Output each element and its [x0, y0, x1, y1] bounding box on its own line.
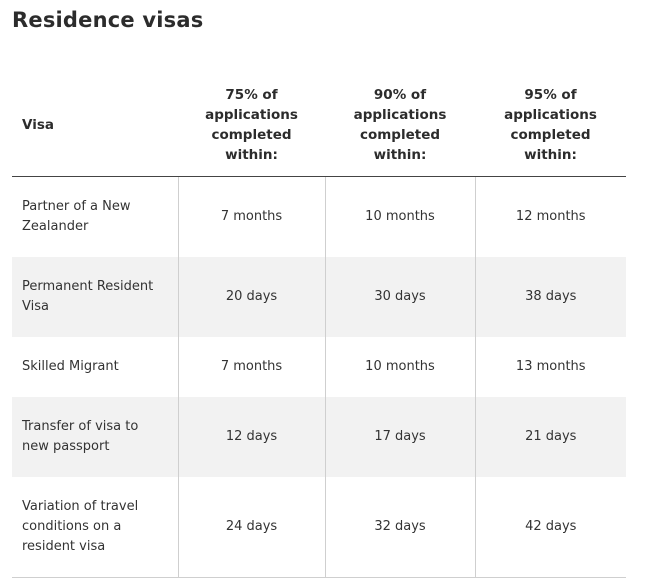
- visa-type-cell: Skilled Migrant: [22, 359, 119, 374]
- p90-time-cell: 17 days: [325, 397, 475, 477]
- table-row: [12, 397, 626, 477]
- visa-type-cell: Partner of a New Zealander: [22, 199, 131, 234]
- p90-time-cell: 32 days: [325, 477, 475, 578]
- table-header: [12, 74, 626, 177]
- header-row: [12, 74, 626, 177]
- visa-type-cell: Transfer of visa to new passport: [12, 397, 178, 477]
- p95-time-cell: 13 months: [475, 337, 626, 397]
- p75-time-cell: 7 months: [178, 337, 325, 397]
- p75-time-cell: 7 months: [178, 177, 325, 258]
- visa-type-cell: Permanent Resident Visa: [12, 257, 178, 337]
- visa-processing-table: [12, 74, 626, 578]
- table-row: [12, 477, 626, 578]
- page-title: Residence visas: [12, 8, 204, 32]
- column-header-90-percent: 90% of applications completed within:: [325, 74, 475, 177]
- p95-time-cell: 42 days: [475, 477, 626, 578]
- table-row: [12, 177, 626, 258]
- column-header-75-percent: 75% of applications completed within:: [178, 74, 325, 177]
- visa-type-cell: Variation of travel conditions on a resident visa: [12, 477, 178, 578]
- p90-time-cell: 10 months: [325, 177, 475, 258]
- p75-time-cell: 20 days: [178, 257, 325, 337]
- p95-time-cell: 21 days: [475, 397, 626, 477]
- table-row: [12, 257, 626, 337]
- p95-time-cell: 38 days: [475, 257, 626, 337]
- column-header-visa: Visa: [12, 74, 178, 177]
- p90-time-cell: 30 days: [325, 257, 475, 337]
- p75-time-cell: 24 days: [178, 477, 325, 578]
- column-header-95-percent: 95% of applications completed within:: [475, 74, 626, 177]
- table-row: [12, 337, 626, 397]
- p75-time-cell: 12 days: [178, 397, 325, 477]
- p95-time-cell: 12 months: [475, 177, 626, 258]
- p90-time-cell: 10 months: [325, 337, 475, 397]
- table-body: [12, 177, 626, 578]
